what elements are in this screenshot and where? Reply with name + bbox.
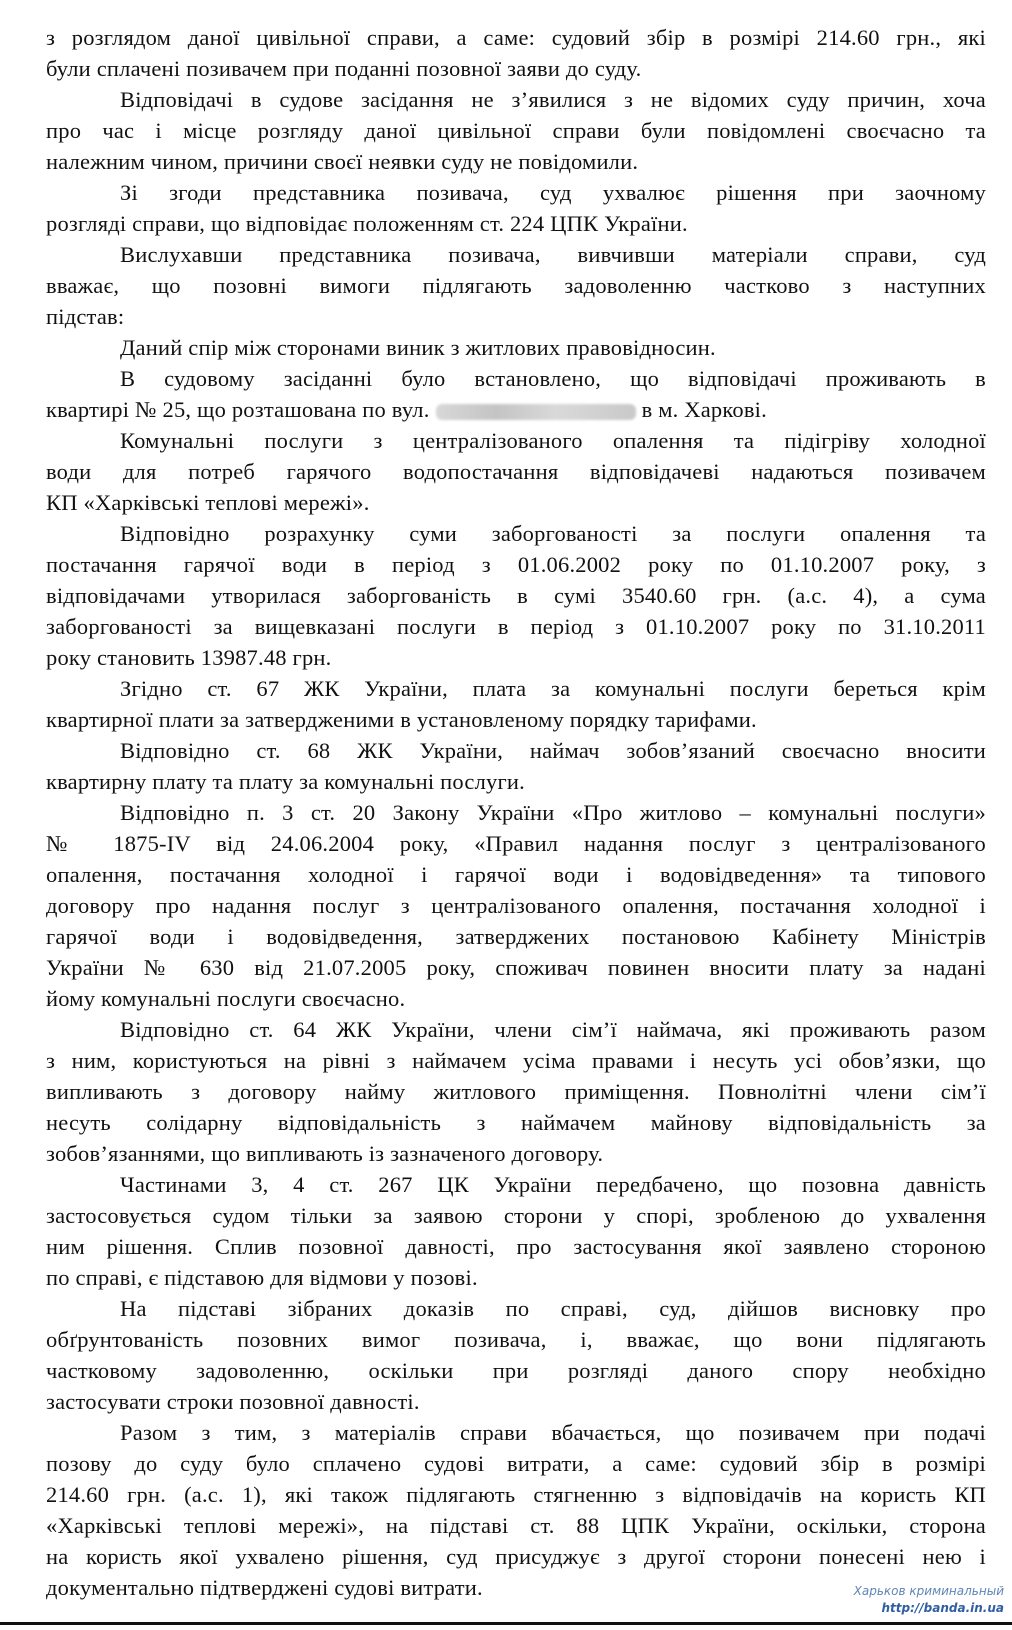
text-line: Згідно ст. 67 ЖК України, плата за комунальні послуги береться крім xyxy=(120,676,986,701)
text-line: Даний спір між сторонами виник з житлових правовідносин. xyxy=(120,335,716,360)
text-line: гарячої води і водовідведення, затверджених постановою Кабінету Міністрів xyxy=(46,924,986,949)
text-line: обґрунтованість позовних вимог позивача, і, вважає, що вони підлягають xyxy=(46,1327,986,1352)
text-line: належним чином, причини своєї неявки суду не повідомили. xyxy=(46,149,639,174)
text-line: ним рішення. Сплив позовної давності, про застосування якої заявлено стороною xyxy=(46,1234,986,1259)
text-line: були сплачені позивачем при поданні позовної заяви до суду. xyxy=(46,56,642,81)
text-line: несуть солідарну відповідальність з наймачем майнову відповідальність за xyxy=(46,1110,986,1135)
text-line: зобов’язаннями, що випливають із зазначеного договору. xyxy=(46,1141,604,1166)
site-watermark xyxy=(854,1583,1004,1617)
text-line: опалення, постачання холодної і гарячої води і водовідведення» та типового xyxy=(46,862,986,887)
text-line: Відповідно ст. 64 ЖК України, члени сім’ї наймача, які проживають разом xyxy=(120,1017,986,1042)
text-line: постачання гарячої води в період з 01.06.2002 року по 01.10.2007 року, з xyxy=(46,552,986,577)
text-line: частковому задоволенню, оскільки при розгляді даного спору необхідно xyxy=(46,1358,986,1383)
text-line: КП «Харківські теплові мережі». xyxy=(46,490,370,515)
text-line: позову до суду було сплачено судові витрати, а саме: судовий збір в розмірі xyxy=(46,1451,986,1476)
text-line: підстав: xyxy=(46,304,125,329)
text-line: води для потреб гарячого водопостачання відповідачеві надаються позивачем xyxy=(46,459,986,484)
text-line: Вислухавши представника позивача, вивчивши матеріали справи, суд xyxy=(120,242,986,267)
text-line: Відповідно ст. 68 ЖК України, наймач зобов’язаний своєчасно вносити xyxy=(120,738,986,763)
text-line: На підставі зібраних доказів по справі, суд, дійшов висновку про xyxy=(120,1296,986,1321)
text-line: документально підтверджені судові витрати. xyxy=(46,1575,483,1600)
text-line: України № 630 від 21.07.2005 року, споживач повинен вносити плату за надані xyxy=(46,955,986,980)
text-line: Відповідно розрахунку суми заборгованості за послуги опалення та xyxy=(120,521,986,546)
text-segment: в м. Харкові. xyxy=(641,397,767,422)
text-line: відповідачами утворилася заборгованість в сумі 3540.60 грн. (а.с. 4), а сума xyxy=(46,583,986,608)
text-line: Зі згоди представника позивача, суд ухвалює рішення при заочному xyxy=(120,180,986,205)
text-line: на користь якої ухвалено рішення, суд присуджує з другої сторони понесені нею і xyxy=(46,1544,986,1569)
text-line: заборгованості за вищевказані послуги в період з 01.10.2007 року по 31.10.2011 xyxy=(46,614,986,639)
text-line: йому комунальні послуги своєчасно. xyxy=(46,986,406,1011)
text-line: застосовується судом тільки за заявою сторони у спорі, зробленою до ухвалення xyxy=(46,1203,986,1228)
document-body xyxy=(46,22,986,1603)
text-line: договору про надання послуг з централізованого опалення, постачання холодної і xyxy=(46,893,986,918)
text-line: Разом з тим, з матеріалів справи вбачається, що позивачем при подачі xyxy=(120,1420,986,1445)
text-line: Відповідно п. 3 ст. 20 Закону України «Про житлово – комунальні послуги» xyxy=(120,800,986,825)
text-line: квартирної плати за затвердженими в установленому порядку тарифами. xyxy=(46,707,757,732)
text-line: про час і місце розгляду даної цивільної справи були повідомлені своєчасно та xyxy=(46,118,986,143)
text-line: № 1875-IV від 24.06.2004 року, «Правил надання послуг з централізованого xyxy=(46,831,986,856)
bottom-border xyxy=(0,1622,1012,1625)
text-line: року становить 13987.48 грн. xyxy=(46,645,332,670)
text-line: «Харківські теплові мережі», на підставі ст. 88 ЦПК України, оскільки, сторона xyxy=(46,1513,986,1538)
text-line: випливають з договору найму житлового приміщення. Повнолітні члени сім’ї xyxy=(46,1079,986,1104)
text-line: 214.60 грн. (а.с. 1), які також підлягають стягненню з відповідачів на користь КП xyxy=(46,1482,986,1507)
text-line: Частинами 3, 4 ст. 267 ЦК України передбачено, що позовна давність xyxy=(120,1172,986,1197)
text-line: Комунальні послуги з централізованого опалення та підігріву холодної xyxy=(120,428,986,453)
watermark-url: http://banda.in.ua xyxy=(881,1601,1004,1615)
text-line: з розглядом даної цивільної справи, а саме: судовий збір в розмірі 214.60 грн., які xyxy=(46,25,986,50)
text-line: Відповідачі в судове засідання не з’явилися з не відомих суду причин, хоча xyxy=(120,87,986,112)
text-line: квартирну плату та плату за комунальні послуги. xyxy=(46,769,525,794)
text-line: вважає, що позовні вимоги підлягають задоволенню частково з наступних xyxy=(46,273,986,298)
text-segment: квартирі № 25, що розташована по вул. xyxy=(46,397,430,422)
watermark-title: Харьков криминальный xyxy=(853,1584,1004,1598)
text-line: по справі, є підставою для відмови у позові. xyxy=(46,1265,478,1290)
text-line: В судовому засіданні було встановлено, що відповідачі проживають в xyxy=(120,366,986,391)
text-line: розгляді справи, що відповідає положенням ст. 224 ЦПК України. xyxy=(46,211,688,236)
redacted-street-name xyxy=(436,404,636,420)
text-line: застосувати строки позовної давності. xyxy=(46,1389,420,1414)
text-line: з ним, користуються на рівні з наймачем усіма правами і несуть усі обов’язки, що xyxy=(46,1048,986,1073)
text-line xyxy=(46,394,986,425)
